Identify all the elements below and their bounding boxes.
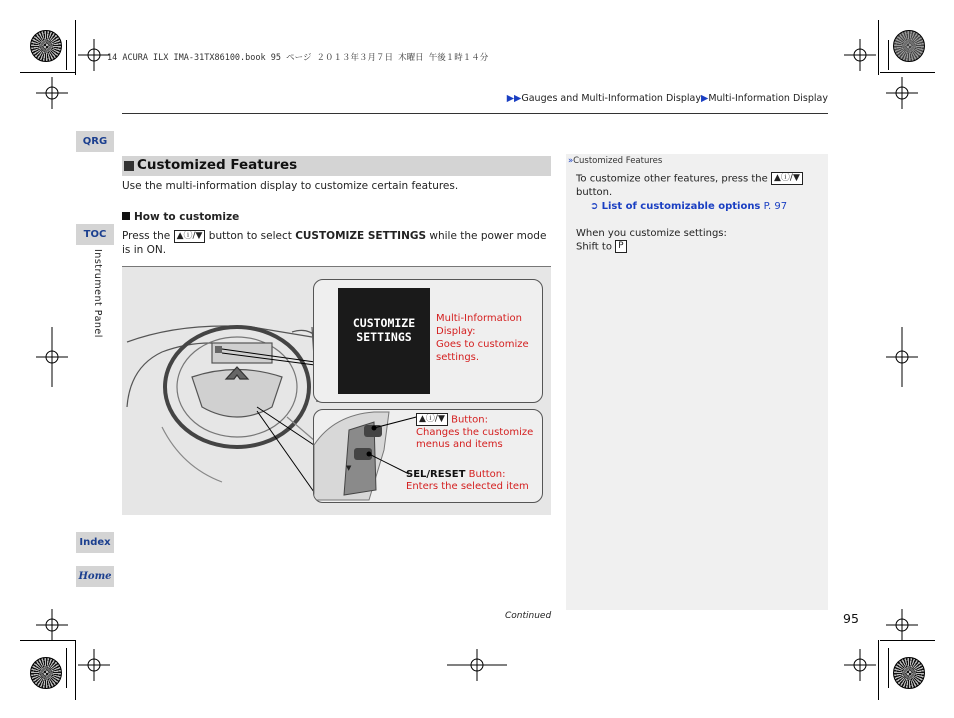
sidebar-body — [576, 172, 821, 253]
print-header: 14 ACURA ILX IMA-31TX86100.book 95 ページ ２０１３年３月７日 木曜日 午後１時１４分 — [107, 53, 489, 63]
callout-line: Changes the customize — [416, 426, 534, 438]
instruction-text: while the power mode is in ON. — [122, 230, 547, 256]
callout-suffix: Button: — [451, 414, 488, 426]
callout-line: menus and items — [416, 438, 503, 450]
sidebar-heading-text: Customized Features — [573, 156, 663, 166]
gear-p-icon: P — [615, 240, 626, 253]
sidebar-text: To customize other features, press the — [576, 173, 768, 185]
page-number: 95 — [843, 611, 859, 626]
callout-line: settings. — [436, 352, 480, 363]
header-rule — [122, 113, 828, 114]
shift-line — [576, 240, 821, 254]
toc-tab[interactable]: TOC — [76, 224, 114, 245]
breadcrumb-item[interactable]: Multi-Information Display — [708, 93, 828, 104]
info-up-down-key-icon: ▲ⓘ/▼ — [771, 172, 803, 185]
callout-line: Enters the selected item — [406, 481, 529, 492]
svg-text:▼: ▼ — [346, 464, 352, 472]
button-callout — [416, 413, 540, 451]
sidebar-text: When you customize settings: — [576, 227, 727, 239]
link-arrow-icon: ➲ — [590, 200, 599, 212]
sel-reset-callout — [406, 469, 529, 493]
instruction-paragraph — [122, 229, 552, 257]
breadcrumb — [507, 93, 828, 104]
callout-suffix: Button: — [468, 469, 506, 480]
screen-line: SETTINGS — [356, 330, 412, 344]
section-marker-icon — [124, 161, 134, 171]
sidebar-heading — [568, 156, 662, 166]
breadcrumb-arrow-icon: ▶ — [701, 93, 709, 104]
figure-panel — [122, 266, 551, 515]
subheading-marker-icon — [122, 212, 130, 220]
customizable-options-link[interactable] — [590, 200, 821, 213]
section-intro: Use the multi-information display to customize certain features. — [122, 180, 459, 192]
continued-label: Continued — [505, 611, 552, 621]
button-inset — [313, 409, 543, 503]
customize-settings-term: CUSTOMIZE SETTINGS — [295, 230, 427, 242]
breadcrumb-item[interactable]: Gauges and Multi-Information Display — [521, 93, 701, 104]
link-label[interactable]: List of customizable options — [601, 200, 761, 212]
info-up-down-key-icon: ▲ⓘ/▼ — [416, 413, 448, 426]
sidebar-note — [566, 154, 828, 610]
screen-line: CUSTOMIZE — [352, 316, 416, 330]
callout-line: Goes to customize — [436, 339, 529, 350]
sel-reset-label: SEL/RESET — [406, 469, 466, 480]
section-title: Customized Features — [137, 157, 298, 173]
subheading-text: How to customize — [134, 211, 240, 223]
display-callout — [436, 312, 529, 364]
instruction-text: button to select — [208, 230, 292, 242]
display-inset — [313, 279, 543, 403]
mid-screen — [338, 288, 430, 394]
breadcrumb-arrow-icon: ▶▶ — [506, 93, 522, 104]
info-up-down-key-icon: ▲ⓘ/▼ — [174, 230, 206, 243]
link-page[interactable]: P. 97 — [763, 200, 788, 212]
callout-line: Display: — [436, 326, 476, 337]
qrg-tab[interactable]: QRG — [76, 131, 114, 152]
note-arrow-icon: » — [568, 156, 574, 166]
callout-line: Multi-Information — [436, 313, 522, 324]
section-vertical-label: Instrument Panel — [92, 249, 103, 338]
section-header-bar — [122, 156, 551, 176]
instruction-text: Press the — [122, 230, 171, 242]
index-tab[interactable]: Index — [76, 532, 114, 553]
subheading — [122, 211, 239, 223]
home-tab[interactable]: Home — [76, 566, 114, 587]
sidebar-text: Shift to — [576, 241, 612, 252]
sidebar-text: button. — [576, 186, 613, 198]
